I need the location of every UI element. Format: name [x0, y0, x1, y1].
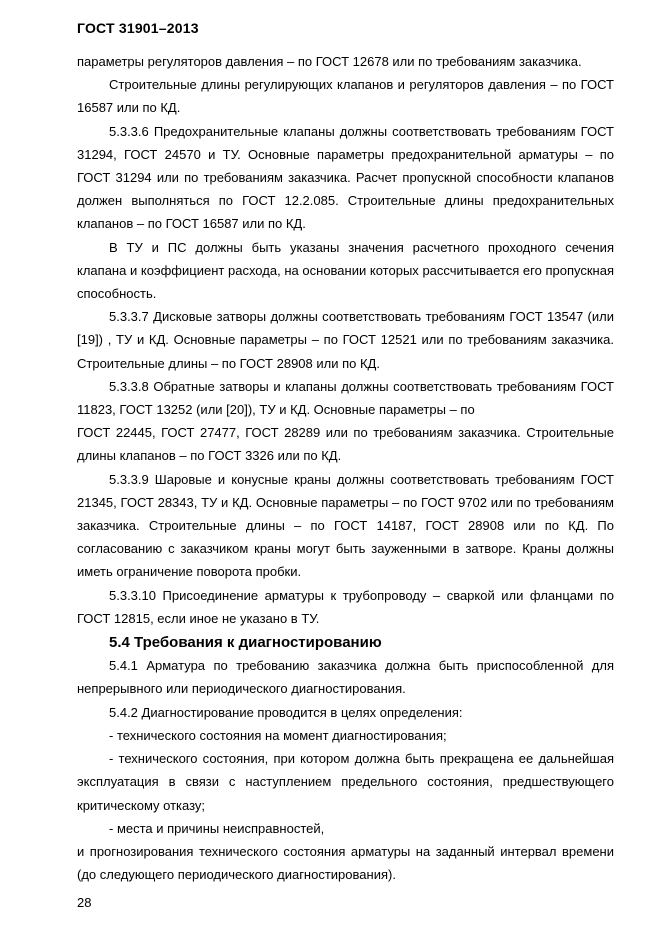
paragraph-forecasting: и прогнозирования технического состояния арматуры на заданный интервал времени (до следующего периодического диагностирования). — [77, 843, 614, 883]
list-item: - места и причины неисправностей, — [109, 820, 325, 836]
paragraph-5-3-3-8-part-2: ГОСТ 22445, ГОСТ 27477, ГОСТ 28289 или по требованиям заказчика. Строительные длины клапанов – по ГОСТ 3326 или по КД. — [77, 425, 614, 464]
list-item: - технического состояния на момент диагностирования; — [109, 727, 447, 743]
document-body — [77, 50, 614, 886]
paragraph-5-3-3-6: 5.3.3.6 Предохранительные клапаны должны соответствовать требованиям ГОСТ 31294, ГОСТ 24570 и ТУ. Основные параметры предохранительной арматуры – по ГОСТ 31294 или по требованиям заказчика. Расчет пропускной способности клапанов должен выполняться по ГОСТ 12.2.085. Строительные длины предохранительных клапанов – по ГОСТ 16587 или по КД. — [77, 123, 614, 232]
paragraph-5-4-1: 5.4.1 Арматура по требованию заказчика должна быть приспособленной для непрерывного или периодического диагностирования. — [77, 658, 614, 697]
paragraph-5-3-3-7: 5.3.3.7 Дисковые затворы должны соответствовать требованиям ГОСТ 13547 (или [19]) , ТУ и КД. Основные параметры – по ГОСТ 12521 или по требованиям заказчика. Строительные длины – по ГОСТ 28908 или по КД. — [77, 309, 614, 371]
section-title: 5.4 Требования к диагностированию — [109, 634, 382, 652]
paragraph-5-3-3-9: 5.3.3.9 Шаровые и конусные краны должны соответствовать требованиям ГОСТ 21345, ГОСТ 28343, ТУ и КД. Основные параметры – по ГОСТ 9702 или по требованиям заказчика. Строительные длины – по ГОСТ 14187, ГОСТ 28908 или по КД. По согласованию с заказчиком краны могут быть зауженными в затворе. Краны должны иметь ограничение поворота пробки. — [77, 471, 614, 580]
paragraph-5-4-2: 5.4.2 Диагностирование проводится в целях определения: — [109, 704, 463, 720]
page-number: 28 — [77, 895, 92, 910]
document-code-header: ГОСТ 31901–2013 — [77, 20, 199, 36]
paragraph-5-3-3-8-part-1: 5.3.3.8 Обратные затворы и клапаны должны соответствовать требованиям ГОСТ 11823, ГОСТ 13252 (или [20]), ТУ и КД. Основные параметры – по — [77, 378, 614, 418]
paragraph-tu-ps: В ТУ и ПС должны быть указаны значения расчетного проходного сечения клапана и коэффициент расхода, на основании которых рассчитывается его пропускная способность. — [77, 239, 614, 302]
paragraph-pressure-regulators: параметры регуляторов давления – по ГОСТ 12678 или по требованиям заказчика. — [77, 54, 582, 69]
list-item: - технического состояния, при котором должна быть прекращена ее дальнейшая эксплуатация в связи с наступлением предельного состояния, предшествующего критическому отказу; — [77, 751, 614, 813]
paragraph-construction-lengths: Строительные длины регулирующих клапанов и регуляторов давления – по ГОСТ 16587 или по КД. — [77, 77, 614, 116]
paragraph-5-3-3-10: 5.3.3.10 Присоединение арматуры к трубопроводу – сваркой или фланцами по ГОСТ 12815, если иное не указано в ТУ. — [77, 587, 614, 626]
